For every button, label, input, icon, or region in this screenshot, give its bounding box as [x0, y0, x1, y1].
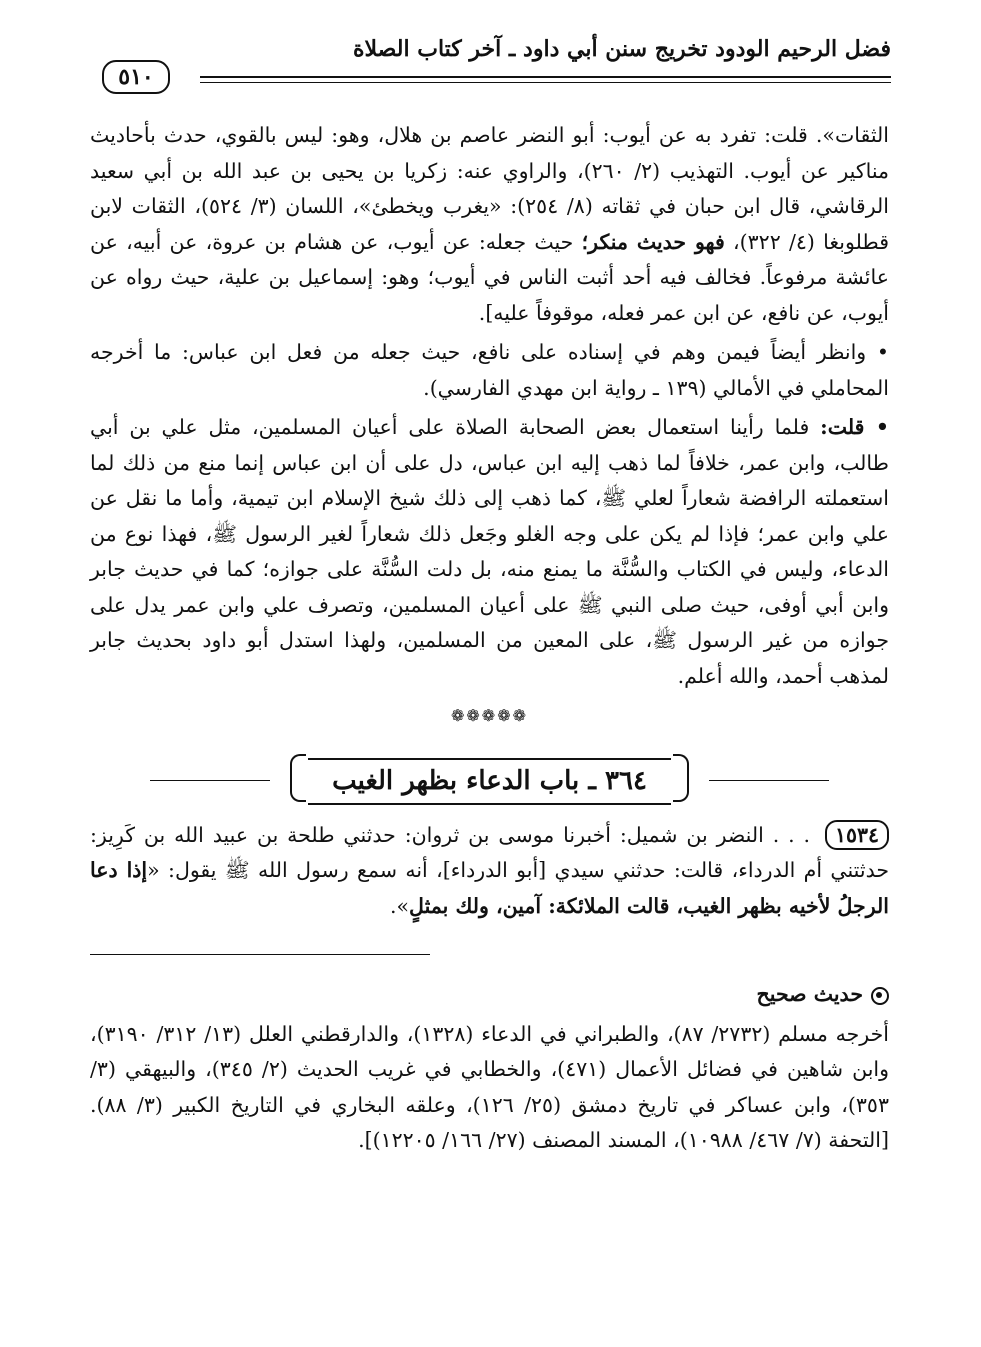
chapter-title: ٣٦٤ ـ باب الدعاء بظهر الغيب	[308, 758, 671, 806]
chapter-line-left	[150, 780, 270, 781]
running-title: فضل الرحيم الودود تخريج سنن أبي داود ـ آخر كتاب الصلاة	[353, 36, 891, 62]
section-ornament: ❁❁❁❁❁	[450, 706, 529, 725]
header-rule-thin	[200, 82, 891, 83]
takhrij-paragraph: أخرجه مسلم (٢٧٣٢/ ٨٧)، والطبراني في الدعاء (١٣٢٨)، والدارقطني العلل (١٣/ ٣١٢/ ٣١٩٠)، وابن شاهين في فضائل الأعمال (٤٧١)، والخطابي في غريب الحديث (٢/ ٣٤٥)، والبيهقي (٣/ ٣٥٣)، وابن عساكر في تاريخ دمشق (٢٥/ ١٢٦)، وعلقه البخاري في التاريخ الكبير (٣/ ٨٨). [التحفة (٧/ ٤٦٧/ ١٠٩٨٨)، المسند المصنف (٢٧/ ١٦٦/ ١٢٢٠٥)].	[90, 1021, 889, 1152]
paragraph-1: الثقات». قلت: تفرد به عن أيوب: أبو النضر عاصم بن هلال، وهو: ليس بالقوي، حدث بأحاديث مناكير عن أيوب. التهذيب (٢/ ٢٦٠)، والراوي عنه: زكريا بن يحيى بن عبد الله بن أبي سعيد الرقاشي، قال ابن حبان في ثقاته (٨/ ٢٥٤): «يغرب ويخطئ»، اللسان (٣/ ٥٢٤)، الثقات لابن قطلوبغا (٤/ ٣٢٢)، فهو حديث منكر؛ حيث جعله: عن أيوب، عن هشام بن عروة، عن أبيه، عن عائشة مرفوعاً. فخالف فيه أحد أثبت الناس في أيوب؛ وهو: إسماعيل بن علية، حيث رواه عن أيوب، عن نافع، عن ابن عمر فعله، موقوفاً عليه].	[90, 123, 889, 325]
page-number	[90, 60, 182, 94]
grade-icon	[871, 987, 889, 1005]
hadith-text: ١٥٣٤ . . . النضر بن شميل: أخبرنا موسى بن ثروان: حدثني طلحة بن عبيد الله بن كَرِيز: حدثتني أم الدرداء، قالت: حدثني سيدي [أبو الدرداء]، أنه سمع رسول الله ﷺ يقول: «إذا دعا الرجلُ لأخيه بظهر الغيب، قالت الملائكة: آمين، ولك بمثلٍ».	[90, 818, 889, 925]
grade-label: حديث صحيح	[756, 982, 863, 1006]
hadith-matn: إذا دعا الرجلُ لأخيه بظهر الغيب، قالت الملائكة: آمين، ولك بمثلٍ	[90, 858, 889, 918]
page-number-value: ٥١٠	[102, 60, 169, 94]
paragraph-2: • وانظر أيضاً فيمن وهم في إسناده على نافع، حيث جعله من فعل ابن عباس: ما أخرجه المحاملي في الأمالي (١٣٩ ـ رواية ابن مهدي الفارسي).	[90, 340, 889, 400]
page-header	[80, 30, 891, 90]
header-rule	[200, 76, 891, 78]
footnote-divider	[90, 954, 430, 955]
chapter-heading	[90, 752, 889, 812]
main-text	[90, 118, 889, 1163]
hadith-number: ١٥٣٤	[825, 820, 889, 850]
paragraph-3: • قلت: فلما رأينا استعمال بعض الصحابة الصلاة على أعيان المسلمين، مثل علي بن أبي طالب، وابن عمر، خلافاً لما ذهب إليه ابن عباس، دل على أن ابن عباس إنما منع من ذلك لما استعملته الرافضة شعاراً لعلي ﷺ، كما ذهب إلى ذلك شيخ الإسلام ابن تيمية، وأما ما نقل عن علي وابن عمر؛ فإذا لم يكن على وجه الغلو وجَعل ذلك شعاراً لغير الرسول ﷺ، فهذا نوع من الدعاء، وليس في الكتاب والسُّنَّة ما يمنع منه، بل دلت السُّنَّة على جوازه؛ كما في حديث جابر وابن أبي أوفى، حيث صلى النبي ﷺ على أعيان المسلمين، وتصرف علي وابن عمر يدل على جوازه من غير الرسول ﷺ، على المعين من المسلمين، ولهذا استدل أبو داود بحديث جابر لمذهب أحمد، والله أعلم.	[90, 415, 889, 688]
grade-line	[90, 977, 889, 1013]
chapter-line-right	[709, 780, 829, 781]
